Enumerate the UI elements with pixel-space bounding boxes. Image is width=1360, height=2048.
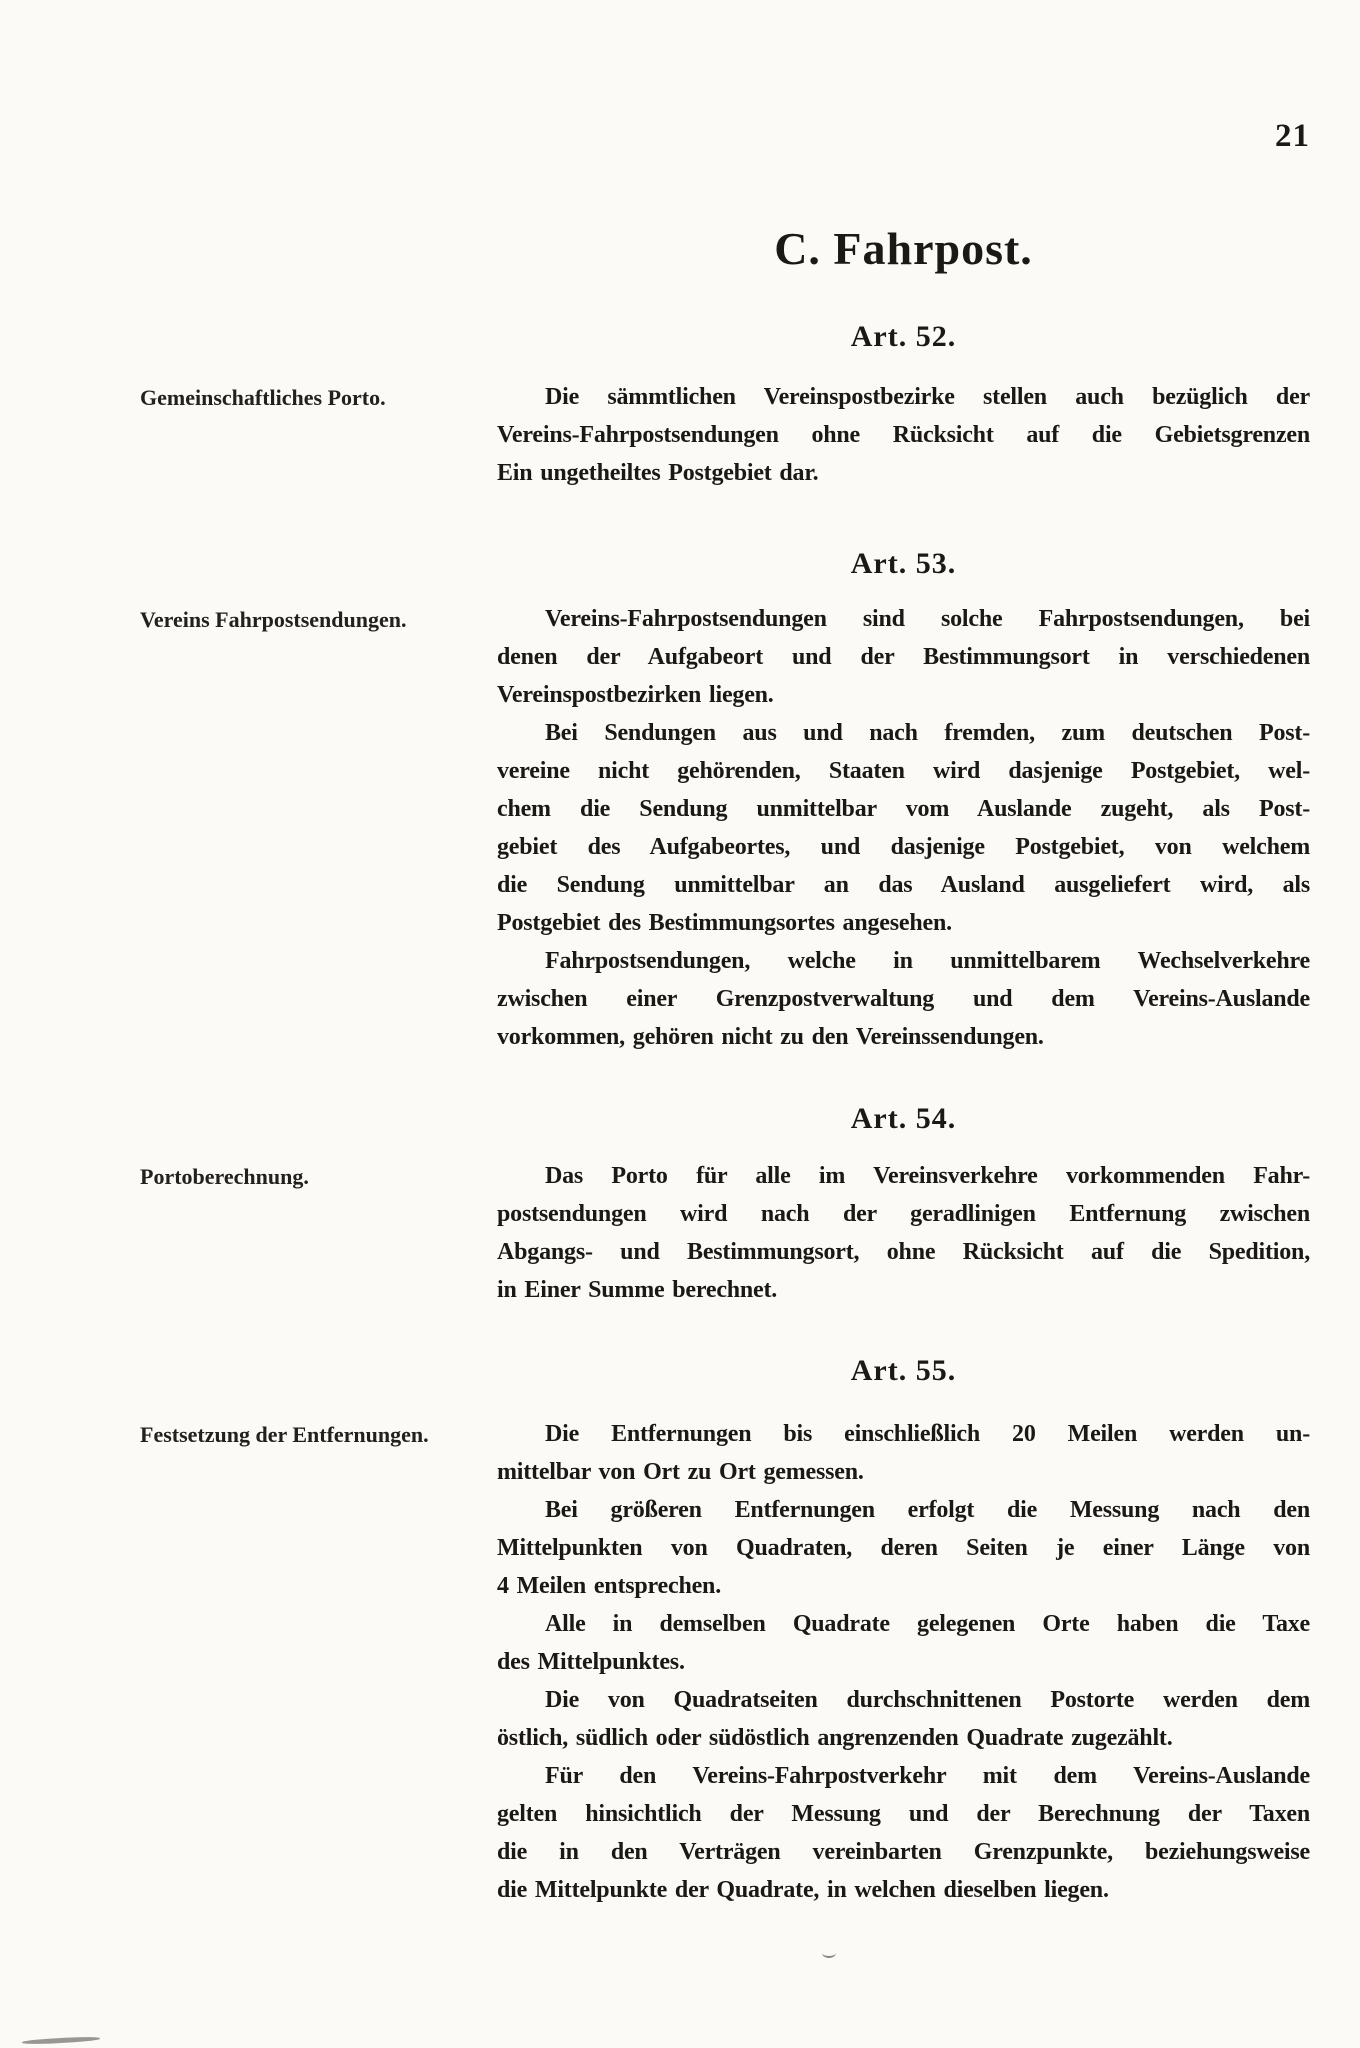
text-line: Postgebiet des Bestimmungsortes angesehen. <box>497 910 952 936</box>
text-line: Mittelpunkten von Quadraten, deren Seiten je einer Länge von <box>497 1535 1310 1561</box>
margin-note-portoberechnung: Portoberechnung. <box>140 1164 309 1189</box>
text-line: Die Entfernungen bis einschließlich 20 Meilen werden un- <box>545 1421 1310 1447</box>
paragraph <box>497 1757 1310 1909</box>
paragraph <box>497 942 1310 1056</box>
article-55-body <box>140 1415 1310 1909</box>
text-line: denen der Aufgabeort und der Bestimmungsort in verschiedenen <box>497 644 1310 670</box>
text-line: Die sämmtlichen Vereinspostbezirke stellen auch bezüglich der <box>545 384 1310 410</box>
article-53-heading: Art. 53. <box>850 547 957 580</box>
paragraph <box>497 1157 1310 1309</box>
text-line: Bei größeren Entfernungen erfolgt die Messung nach den <box>545 1497 1310 1523</box>
article-54-heading: Art. 54. <box>850 1102 957 1135</box>
paragraph <box>497 1605 1310 1681</box>
page-number: 21 <box>1275 118 1310 154</box>
paragraph <box>497 1681 1310 1757</box>
margin-note-festsetzung-der-entfernungen: Festsetzung der Entfernungen. <box>140 1422 429 1447</box>
text-line: die Sendung unmittelbar an das Ausland ausgeliefert wird, als <box>497 872 1310 898</box>
text-line: Fahrpostsendungen, welche in unmittelbarem Wechselverkehre <box>545 948 1310 974</box>
text-line: in Einer Summe berechnet. <box>497 1277 778 1303</box>
text-block <box>140 0 1310 1909</box>
paragraph <box>497 378 1310 492</box>
paragraph <box>497 714 1310 942</box>
text-line: gebiet des Aufgabeortes, und dasjenige Postgebiet, von welchem <box>497 834 1310 860</box>
text-line: Bei Sendungen aus und nach fremden, zum deutschen Post- <box>545 720 1310 746</box>
text-line: Ein ungetheiltes Postgebiet dar. <box>497 460 819 486</box>
text-line: die Mittelpunkte der Quadrate, in welchen dieselben liegen. <box>497 1877 1109 1903</box>
text-line: gelten hinsichtlich der Messung und der Berechnung der Taxen <box>497 1801 1310 1827</box>
paragraph <box>497 1415 1310 1491</box>
text-line: Vereinspostbezirken liegen. <box>497 682 774 708</box>
text-line: Das Porto für alle im Vereinsverkehre vorkommenden Fahr- <box>545 1163 1310 1189</box>
article-53-body <box>140 600 1310 1056</box>
text-line: 4 Meilen entsprechen. <box>497 1573 721 1599</box>
document-title: C. Fahrpost. <box>774 223 1033 274</box>
text-line: östlich, südlich oder südöstlich angrenzenden Quadrate zugezählt. <box>497 1725 1173 1751</box>
text-line: Vereins-Fahrpostsendungen ohne Rücksicht auf die Gebietsgrenzen <box>497 422 1310 448</box>
paragraph <box>497 1491 1310 1605</box>
text-line: Die von Quadratseiten durchschnittenen Postorte werden dem <box>545 1687 1310 1713</box>
text-line: postsendungen wird nach der geradlinigen Entfernung zwischen <box>497 1201 1310 1227</box>
margin-note-vereins-fahrpostsendungen: Vereins Fahrpostsendungen. <box>140 607 407 632</box>
text-line: chem die Sendung unmittelbar vom Auslande zugeht, als Post- <box>497 796 1310 822</box>
text-line: zwischen einer Grenzpostverwaltung und dem Vereins-Auslande <box>497 986 1310 1012</box>
article-54-body <box>140 1157 1310 1309</box>
article-52-body <box>140 378 1310 492</box>
text-line: mittelbar von Ort zu Ort gemessen. <box>497 1459 864 1485</box>
text-line: vereine nicht gehörenden, Staaten wird dasjenige Postgebiet, wel- <box>497 758 1310 784</box>
text-line: Vereins-Fahrpostsendungen sind solche Fahrpostsendungen, bei <box>545 606 1310 632</box>
article-52-heading: Art. 52. <box>850 320 957 353</box>
scan-artifact <box>22 2036 100 2045</box>
text-line: Alle in demselben Quadrate gelegenen Orte haben die Taxe <box>545 1611 1310 1637</box>
text-line: Für den Vereins-Fahrpostverkehr mit dem Vereins-Auslande <box>545 1763 1310 1789</box>
article-55-heading: Art. 55. <box>850 1354 957 1387</box>
text-line: die in den Verträgen vereinbarten Grenzpunkte, beziehungsweise <box>497 1839 1310 1865</box>
text-line: vorkommen, gehören nicht zu den Vereinssendungen. <box>497 1024 1044 1050</box>
paragraph <box>497 600 1310 714</box>
scan-speck <box>822 1948 836 1958</box>
margin-note-gemeinschaftliches-porto: Gemeinschaftliches Porto. <box>140 385 386 410</box>
text-line: des Mittelpunktes. <box>497 1649 685 1675</box>
text-line: Abgangs- und Bestimmungsort, ohne Rücksicht auf die Spedition, <box>497 1239 1310 1265</box>
